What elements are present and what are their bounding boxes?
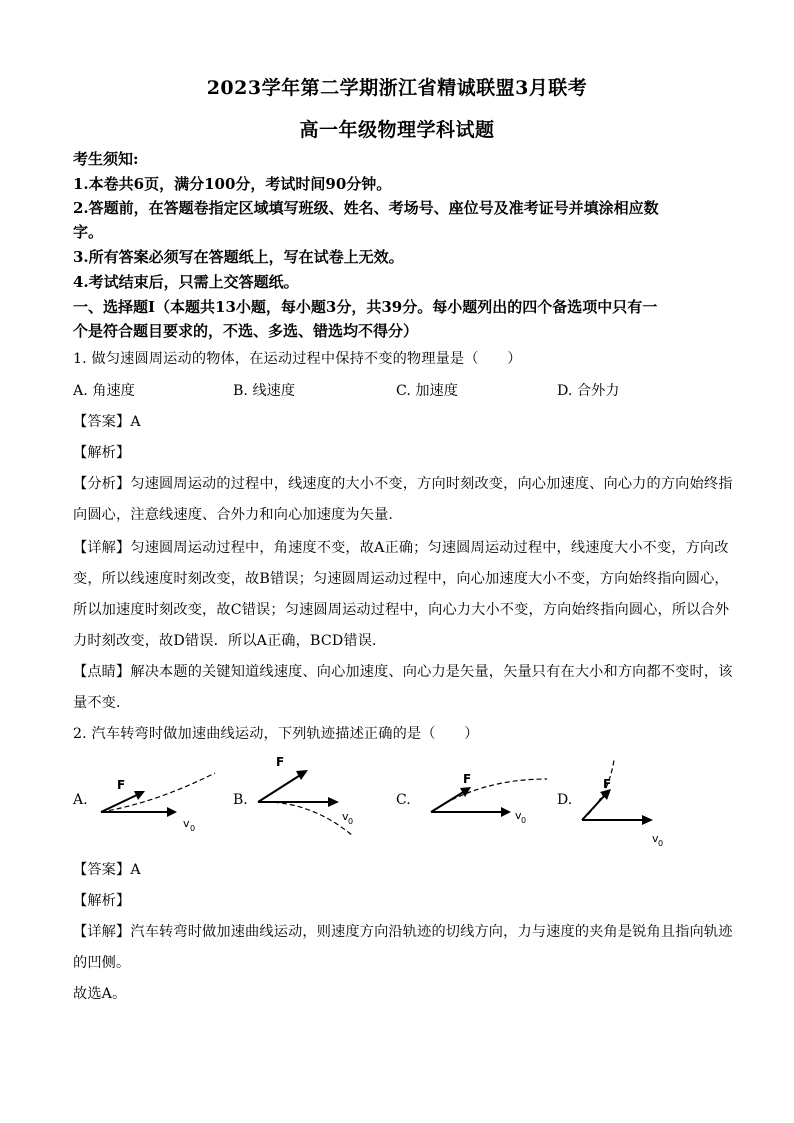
q2-answer: 【答案】A [73,862,141,878]
q1-analysis-text: 【分析】匀速圆周运动的过程中，线速度的大小不变，方向时刻改变，向心加速度、向心力的方向始终指 [73,476,733,492]
section-heading: 个是符合题目要求的，不选、多选、错选均不得分） [73,322,419,340]
velocity-arrowhead [167,807,177,817]
q1-detail-text: 【详解】匀速圆周运动过程中，角速度不变，故A正确；匀速圆周运动过程中，线速度大小不变，方向改 [73,540,729,556]
notice-heading: 考生须知: [73,150,139,168]
q1-option-d: D. 合外力 [557,383,620,399]
q2-option-c-diagram [425,765,555,835]
question-2-stem: 2. 汽车转弯时做加速曲线运动，下列轨迹描述正确的是（ ） [73,726,479,742]
q2-detail-text: 的凹侧。 [73,955,131,971]
q2-conclusion: 故选A。 [73,986,127,1002]
velocity-label: v [183,817,190,830]
force-label: F [463,772,472,786]
section-heading: 一、选择题Ⅰ（本题共13小题，每小题3分，共39分。每小题列出的四个备选项中只有一 [73,298,658,316]
q2-option-c-label: C. [396,792,411,808]
notice-item: 1.本卷共6页，满分100分，考试时间90分钟。 [73,175,392,193]
force-arrow [101,794,139,812]
force-label: F [276,755,285,769]
notice-item: 4.考试结束后，只需上交答题纸。 [73,273,299,291]
q2-option-b-diagram [250,752,370,844]
force-arrow [582,794,606,820]
q2-option-d-diagram [576,758,676,852]
q2-option-a-diagram [95,765,225,835]
velocity-label: v [515,809,522,822]
velocity-arrowhead [501,807,511,817]
q2-option-b-label: B. [233,792,248,808]
q1-answer: 【答案】A [73,414,141,430]
q1-analysis-text: 向圆心，注意线速度、合外力和向心加速度为矢量. [73,507,394,523]
force-label: F [117,778,126,792]
q1-option-a: A. 角速度 [73,383,135,399]
q1-analysis-label: 【解析】 [73,445,131,461]
q1-detail-text: 力时刻改变，故D错误．所以A正确，BCD错误． [73,633,387,649]
q1-comment-text: 量不变. [73,695,121,711]
question-1-stem: 1. 做匀速圆周运动的物体，在运动过程中保持不变的物理量是（ ） [73,351,522,367]
q1-detail-text: 所以加速度时刻改变，故C错误；匀速圆周运动过程中，向心力大小不变，方向始终指向圆心，所以合外 [73,602,730,618]
velocity-arrowhead [328,797,339,807]
force-arrow [431,791,465,812]
notice-item: 3.所有答案必须写在答题纸上，写在试卷上无效。 [73,248,404,266]
velocity-label: v [342,810,349,823]
q2-option-d-label: D. [557,792,573,808]
q1-option-b: B. 线速度 [233,383,296,399]
force-arrowhead [296,770,308,780]
velocity-arrowhead [642,815,653,825]
velocity-label: v [652,832,659,845]
force-arrow [258,774,302,802]
notice-item: 字。 [73,223,104,241]
trajectory-curve [431,779,547,812]
q2-detail-text: 【详解】汽车转弯时做加速曲线运动，则速度方向沿轨迹的切线方向，力与速度的夹角是锐角且指向轨迹 [73,924,733,940]
velocity-subscript: 0 [658,839,664,848]
trajectory-curve [258,802,353,836]
q1-comment-text: 【点睛】解决本题的关键知道线速度、向心加速度、向心力是矢量，矢量只有在大小和方向都不变时，该 [73,664,733,680]
q1-option-c: C. 加速度 [396,383,458,399]
q2-option-a-label: A. [73,792,88,808]
velocity-subscript: 0 [190,824,196,833]
q2-analysis-label: 【解析】 [73,893,131,909]
velocity-subscript: 0 [521,816,527,825]
velocity-subscript: 0 [348,817,354,826]
q1-detail-text: 变，所以线速度时刻改变，故B错误；匀速圆周运动过程中，向心加速度大小不变，方向始终指向圆心， [73,571,729,587]
exam-subtitle: 高一年级物理学科试题 [299,119,495,141]
force-label: F [603,777,612,791]
exam-title: 2023学年第二学期浙江省精诚联盟3月联考 [206,77,588,99]
notice-item: 2.答题前，在答题卷指定区域填写班级、姓名、考场号、座位号及准考证号并填涂相应数 [73,199,659,217]
